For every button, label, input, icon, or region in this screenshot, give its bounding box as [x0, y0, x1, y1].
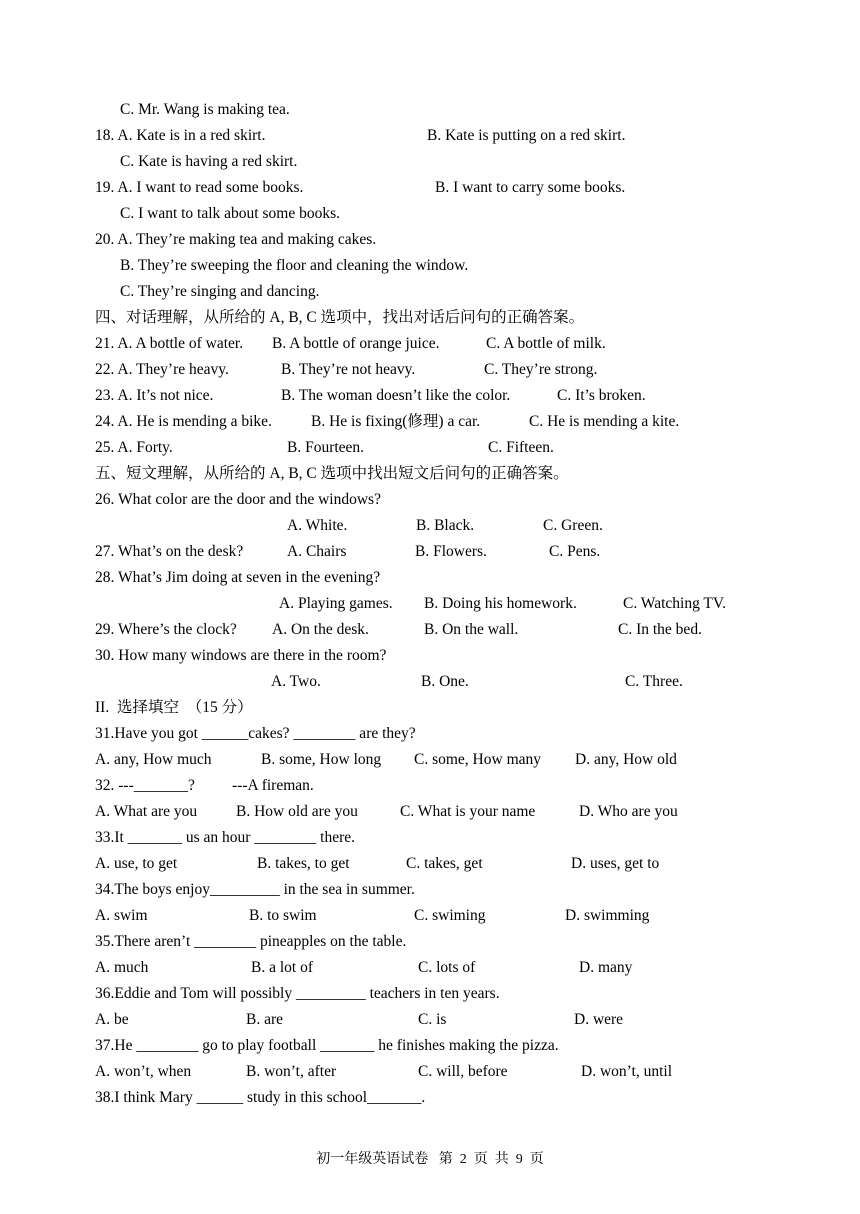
text-line-4-part-1: 19. A. I want to read some books.	[95, 179, 304, 196]
text-line-17-part-2: B. Black.	[416, 517, 475, 534]
text-line-18-part-3: B. Flowers.	[415, 543, 487, 560]
text-line-38-part-4: D. won’t, until	[581, 1063, 672, 1080]
text-line-18-part-1: 27. What’s on the desk?	[95, 543, 244, 560]
text-line-2-part-2: B. Kate is putting on a red skirt.	[427, 127, 626, 144]
text-line-20-part-2: B. Doing his homework.	[424, 595, 577, 612]
page-footer: 初一年级英语试卷 第 2 页 共 9 页	[316, 1152, 544, 1167]
text-line-36-part-1: A. be	[95, 1011, 129, 1028]
text-line-32-part-1: A. swim	[95, 907, 148, 924]
text-line-30-part-4: D. uses, get to	[571, 855, 660, 872]
text-line-36-part-4: D. were	[574, 1011, 624, 1028]
text-line-18-part-2: A. Chairs	[287, 543, 347, 560]
text-line-28-part-1: A. What are you	[95, 803, 198, 820]
text-line-23-part-3: C. Three.	[625, 673, 683, 690]
text-line-33-part-1: 35.There aren’t ________ pineapples on the table.	[95, 933, 407, 950]
text-line-21-part-2: A. On the desk.	[272, 621, 369, 638]
text-line-13-part-2: B. He is fixing(修理) a car.	[311, 413, 481, 430]
text-line-3-part-1: C. Kate is having a red skirt.	[120, 153, 298, 170]
text-line-39-part-1: 38.I think Mary ______ study in this school_______.	[95, 1089, 426, 1106]
text-line-26-part-1: A. any, How much	[95, 751, 212, 768]
text-line-21-part-4: C. In the bed.	[618, 621, 702, 638]
text-line-34-part-1: A. much	[95, 959, 149, 976]
text-line-19-part-1: 28. What’s Jim doing at seven in the evening?	[95, 569, 381, 586]
text-line-34-part-2: B. a lot of	[251, 959, 313, 976]
text-line-14-part-2: B. Fourteen.	[287, 439, 365, 456]
text-line-6-part-1: 20. A. They’re making tea and making cakes.	[95, 231, 377, 248]
text-line-20-part-1: A. Playing games.	[279, 595, 393, 612]
text-line-27-part-1: 32. ---_______?	[95, 777, 195, 794]
text-line-36-part-2: B. are	[246, 1011, 284, 1028]
text-line-38-part-1: A. won’t, when	[95, 1063, 192, 1080]
text-line-10-part-1: 21. A. A bottle of water.	[95, 335, 244, 352]
text-line-38-part-2: B. won’t, after	[246, 1063, 337, 1080]
text-line-22-part-1: 30. How many windows are there in the room?	[95, 647, 387, 664]
text-line-28-part-2: B. How old are you	[236, 803, 358, 820]
text-line-11-part-3: C. They’re strong.	[484, 361, 598, 378]
text-line-13-part-1: 24. A. He is mending a bike.	[95, 413, 272, 430]
text-line-14-part-3: C. Fifteen.	[488, 439, 554, 456]
text-line-27-part-2: ---A fireman.	[232, 777, 314, 794]
text-line-21-part-3: B. On the wall.	[424, 621, 519, 638]
text-line-31-part-1: 34.The boys enjoy_________ in the sea in summer.	[95, 881, 415, 898]
text-line-37-part-1: 37.He ________ go to play football _______ he finishes making the pizza.	[95, 1037, 559, 1054]
text-line-2-part-1: 18. A. Kate is in a red skirt.	[95, 127, 266, 144]
text-line-26-part-2: B. some, How long	[261, 751, 382, 768]
text-line-32-part-2: B. to swim	[249, 907, 317, 924]
text-line-16-part-1: 26. What color are the door and the windows?	[95, 491, 381, 508]
text-line-25-part-1: 31.Have you got ______cakes? ________ are they?	[95, 725, 416, 742]
text-line-17-part-1: A. White.	[287, 517, 348, 534]
text-line-10-part-3: C. A bottle of milk.	[486, 335, 606, 352]
text-line-26-part-3: C. some, How many	[414, 751, 542, 768]
text-line-30-part-3: C. takes, get	[406, 855, 483, 872]
text-line-11-part-2: B. They’re not heavy.	[281, 361, 416, 378]
text-line-17-part-3: C. Green.	[543, 517, 603, 534]
text-line-23-part-1: A. Two.	[271, 673, 321, 690]
text-line-18-part-4: C. Pens.	[549, 543, 601, 560]
text-line-30-part-2: B. takes, to get	[257, 855, 350, 872]
text-line-9-part-1: 四、对话理解，从所给的 A, B, C 选项中，找出对话后问句的正确答案。	[95, 309, 585, 326]
text-line-1-part-1: C. Mr. Wang is making tea.	[120, 101, 290, 118]
text-line-5-part-1: C. I want to talk about some books.	[120, 205, 340, 222]
text-line-32-part-4: D. swimming	[565, 907, 650, 924]
text-line-34-part-3: C. lots of	[418, 959, 476, 976]
text-line-4-part-2: B. I want to carry some books.	[435, 179, 626, 196]
text-line-11-part-1: 22. A. They’re heavy.	[95, 361, 229, 378]
text-line-21-part-1: 29. Where’s the clock?	[95, 621, 237, 638]
text-line-26-part-4: D. any, How old	[575, 751, 677, 768]
text-line-12-part-3: C. It’s broken.	[557, 387, 646, 404]
text-line-38-part-3: C. will, before	[418, 1063, 508, 1080]
text-line-29-part-1: 33.It _______ us an hour ________ there.	[95, 829, 356, 846]
text-line-12-part-1: 23. A. It’s not nice.	[95, 387, 214, 404]
text-line-36-part-3: C. is	[418, 1011, 447, 1028]
text-line-13-part-3: C. He is mending a kite.	[529, 413, 680, 430]
text-line-28-part-4: D. Who are you	[579, 803, 678, 820]
text-line-35-part-1: 36.Eddie and Tom will possibly _________ teachers in ten years.	[95, 985, 500, 1002]
text-line-34-part-4: D. many	[579, 959, 633, 976]
text-line-14-part-1: 25. A. Forty.	[95, 439, 173, 456]
text-line-24-part-1: II. 选择填空 （15 分）	[95, 699, 253, 716]
text-line-23-part-2: B. One.	[421, 673, 469, 690]
text-line-10-part-2: B. A bottle of orange juice.	[272, 335, 440, 352]
text-line-12-part-2: B. The woman doesn’t like the color.	[281, 387, 511, 404]
text-line-8-part-1: C. They’re singing and dancing.	[120, 283, 320, 300]
text-line-30-part-1: A. use, to get	[95, 855, 178, 872]
text-line-32-part-3: C. swiming	[414, 907, 486, 924]
text-line-15-part-1: 五、短文理解，从所给的 A, B, C 选项中找出短文后问句的正确答案。	[95, 465, 569, 482]
text-line-20-part-3: C. Watching TV.	[623, 595, 726, 612]
text-line-28-part-3: C. What is your name	[400, 803, 536, 820]
text-line-7-part-1: B. They’re sweeping the floor and cleaning the window.	[120, 257, 469, 274]
